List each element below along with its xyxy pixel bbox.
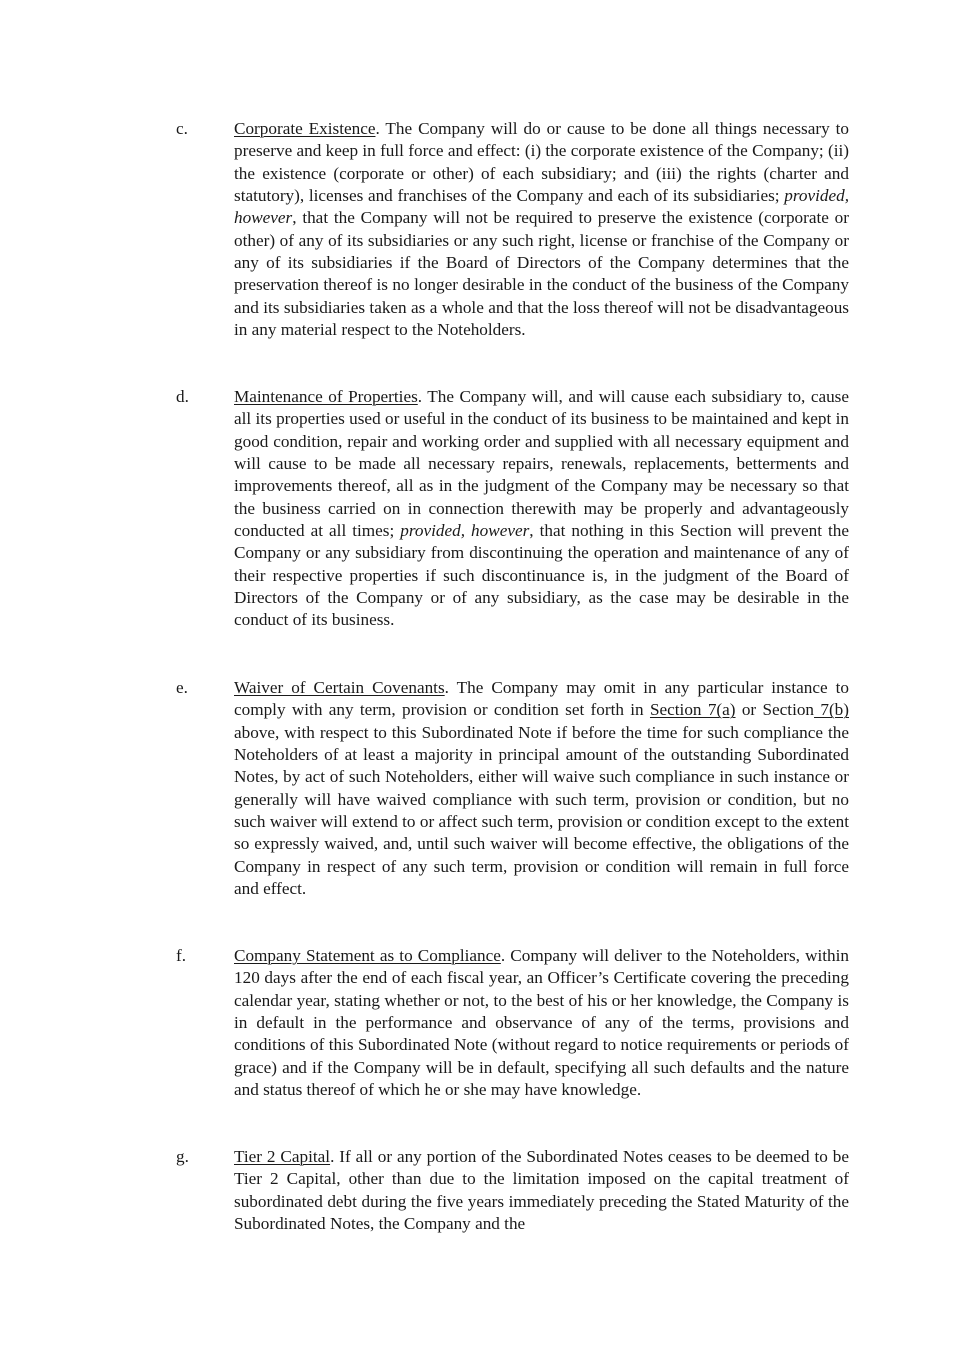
section-text: . If all or any portion of the Subordinated Notes ceases to be deemed to be Tier 2 Capital, other than due to the limitation imposed on the capital treatment of subordinated debt during the five years immediately preceding the Stated Maturity of the Subordinated Notes, the Company and the xyxy=(234,1147,849,1234)
section-body xyxy=(234,677,849,900)
section-text: , that the Company will not be required to preserve the existence (corporate or other) of any of its subsidiaries or any such right, license or franchise of the Company or any of its subsidiaries if the Board of Directors of the Company determines that the preservation thereof is no longer desirable in the conduct of the business of the Company and its subsidiaries taken as a whole and that the loss thereof will not be disadvantageous in any material respect to the Noteholders. xyxy=(234,208,849,340)
section-letter: d. xyxy=(176,387,189,406)
section-letter: g. xyxy=(176,1147,189,1166)
section-text: or Section xyxy=(735,700,815,720)
section-text: . Company will deliver to the Noteholders, within 120 days after the end of each fiscal year, an Officer’s Certificate covering the preceding calendar year, stating whether or not, to the best of his or her knowledge, the Company is in default in the performance and observance of any of the terms, provisions and conditions of this Subordinated Note (without regard to notice requirements or periods of grace) and if the Company will be in default, specifying all such defaults and the nature and status thereof of which he or she may have knowledge. xyxy=(234,946,850,1100)
section-italic: provided, however xyxy=(400,521,530,541)
section-italic: provided, however xyxy=(234,186,849,228)
section-reference-link[interactable]: Section 7(a) xyxy=(649,700,736,720)
section-heading: Corporate Existence xyxy=(234,119,376,138)
section-body xyxy=(234,945,849,1101)
section-letter: f. xyxy=(176,946,187,965)
section-letter: e. xyxy=(176,678,188,697)
section-heading: Waiver of Certain Covenants xyxy=(234,678,445,697)
section-heading: Tier 2 Capital xyxy=(234,1147,331,1166)
section-reference-link[interactable]: 7(b) xyxy=(814,700,849,720)
section-letter: c. xyxy=(176,119,188,138)
section-text: above, with respect to this Subordinated Note if before the time for such compliance the Noteholders of at least a majority in principal amount of the outstanding Subordinated Notes, by act of such Noteholders, either will waive such compliance in such instance or generally will have waived compliance with such term, provision or condition, but no such waiver will extend to or affect such term, provision or condition except to the extent so expressly waived, and, until such waiver will become effective, the obligations of the Company in respect of any such term, provision or condition will remain in full force and effect. xyxy=(234,722,849,899)
section-body xyxy=(234,118,849,341)
section-text: , that nothing in this Section will prevent the Company or any subsidiary from discontinuing the operation and maintenance of any of their respective properties if such discontinuance is, in the judgment of the Board of Directors of the Company or of any subsidiary, as the case may be desirable in the conduct of its business. xyxy=(234,521,849,630)
section-text: . The Company may omit in any particular instance to comply with any term, provision or condition set forth in xyxy=(234,678,849,720)
section-heading: Company Statement as to Compliance xyxy=(234,946,501,965)
section-text: . The Company will, and will cause each subsidiary to, cause all its properties used or useful in the conduct of its business to be maintained and kept in good condition, repair and working order and supplied with all necessary equipment and will cause to be made all necessary repairs, renewals, replacements, betterments and improvements thereof, all as in the judgment of the Company may be necessary so that the business carried on in connection therewith may be properly and advantageously conducted at all times; xyxy=(234,387,849,541)
section-body xyxy=(234,1146,849,1235)
section-body xyxy=(234,386,849,632)
section-text: . The Company will do or cause to be done all things necessary to preserve and keep in full force and effect: (i) the corporate existence of the Company; (ii) the existence (corporate or other) of each subsidiary; and (iii) the rights (charter and statutory), licenses and franchises of the Company and each of its subsidiaries; xyxy=(234,119,849,206)
section-heading: Maintenance of Properties xyxy=(234,387,418,406)
